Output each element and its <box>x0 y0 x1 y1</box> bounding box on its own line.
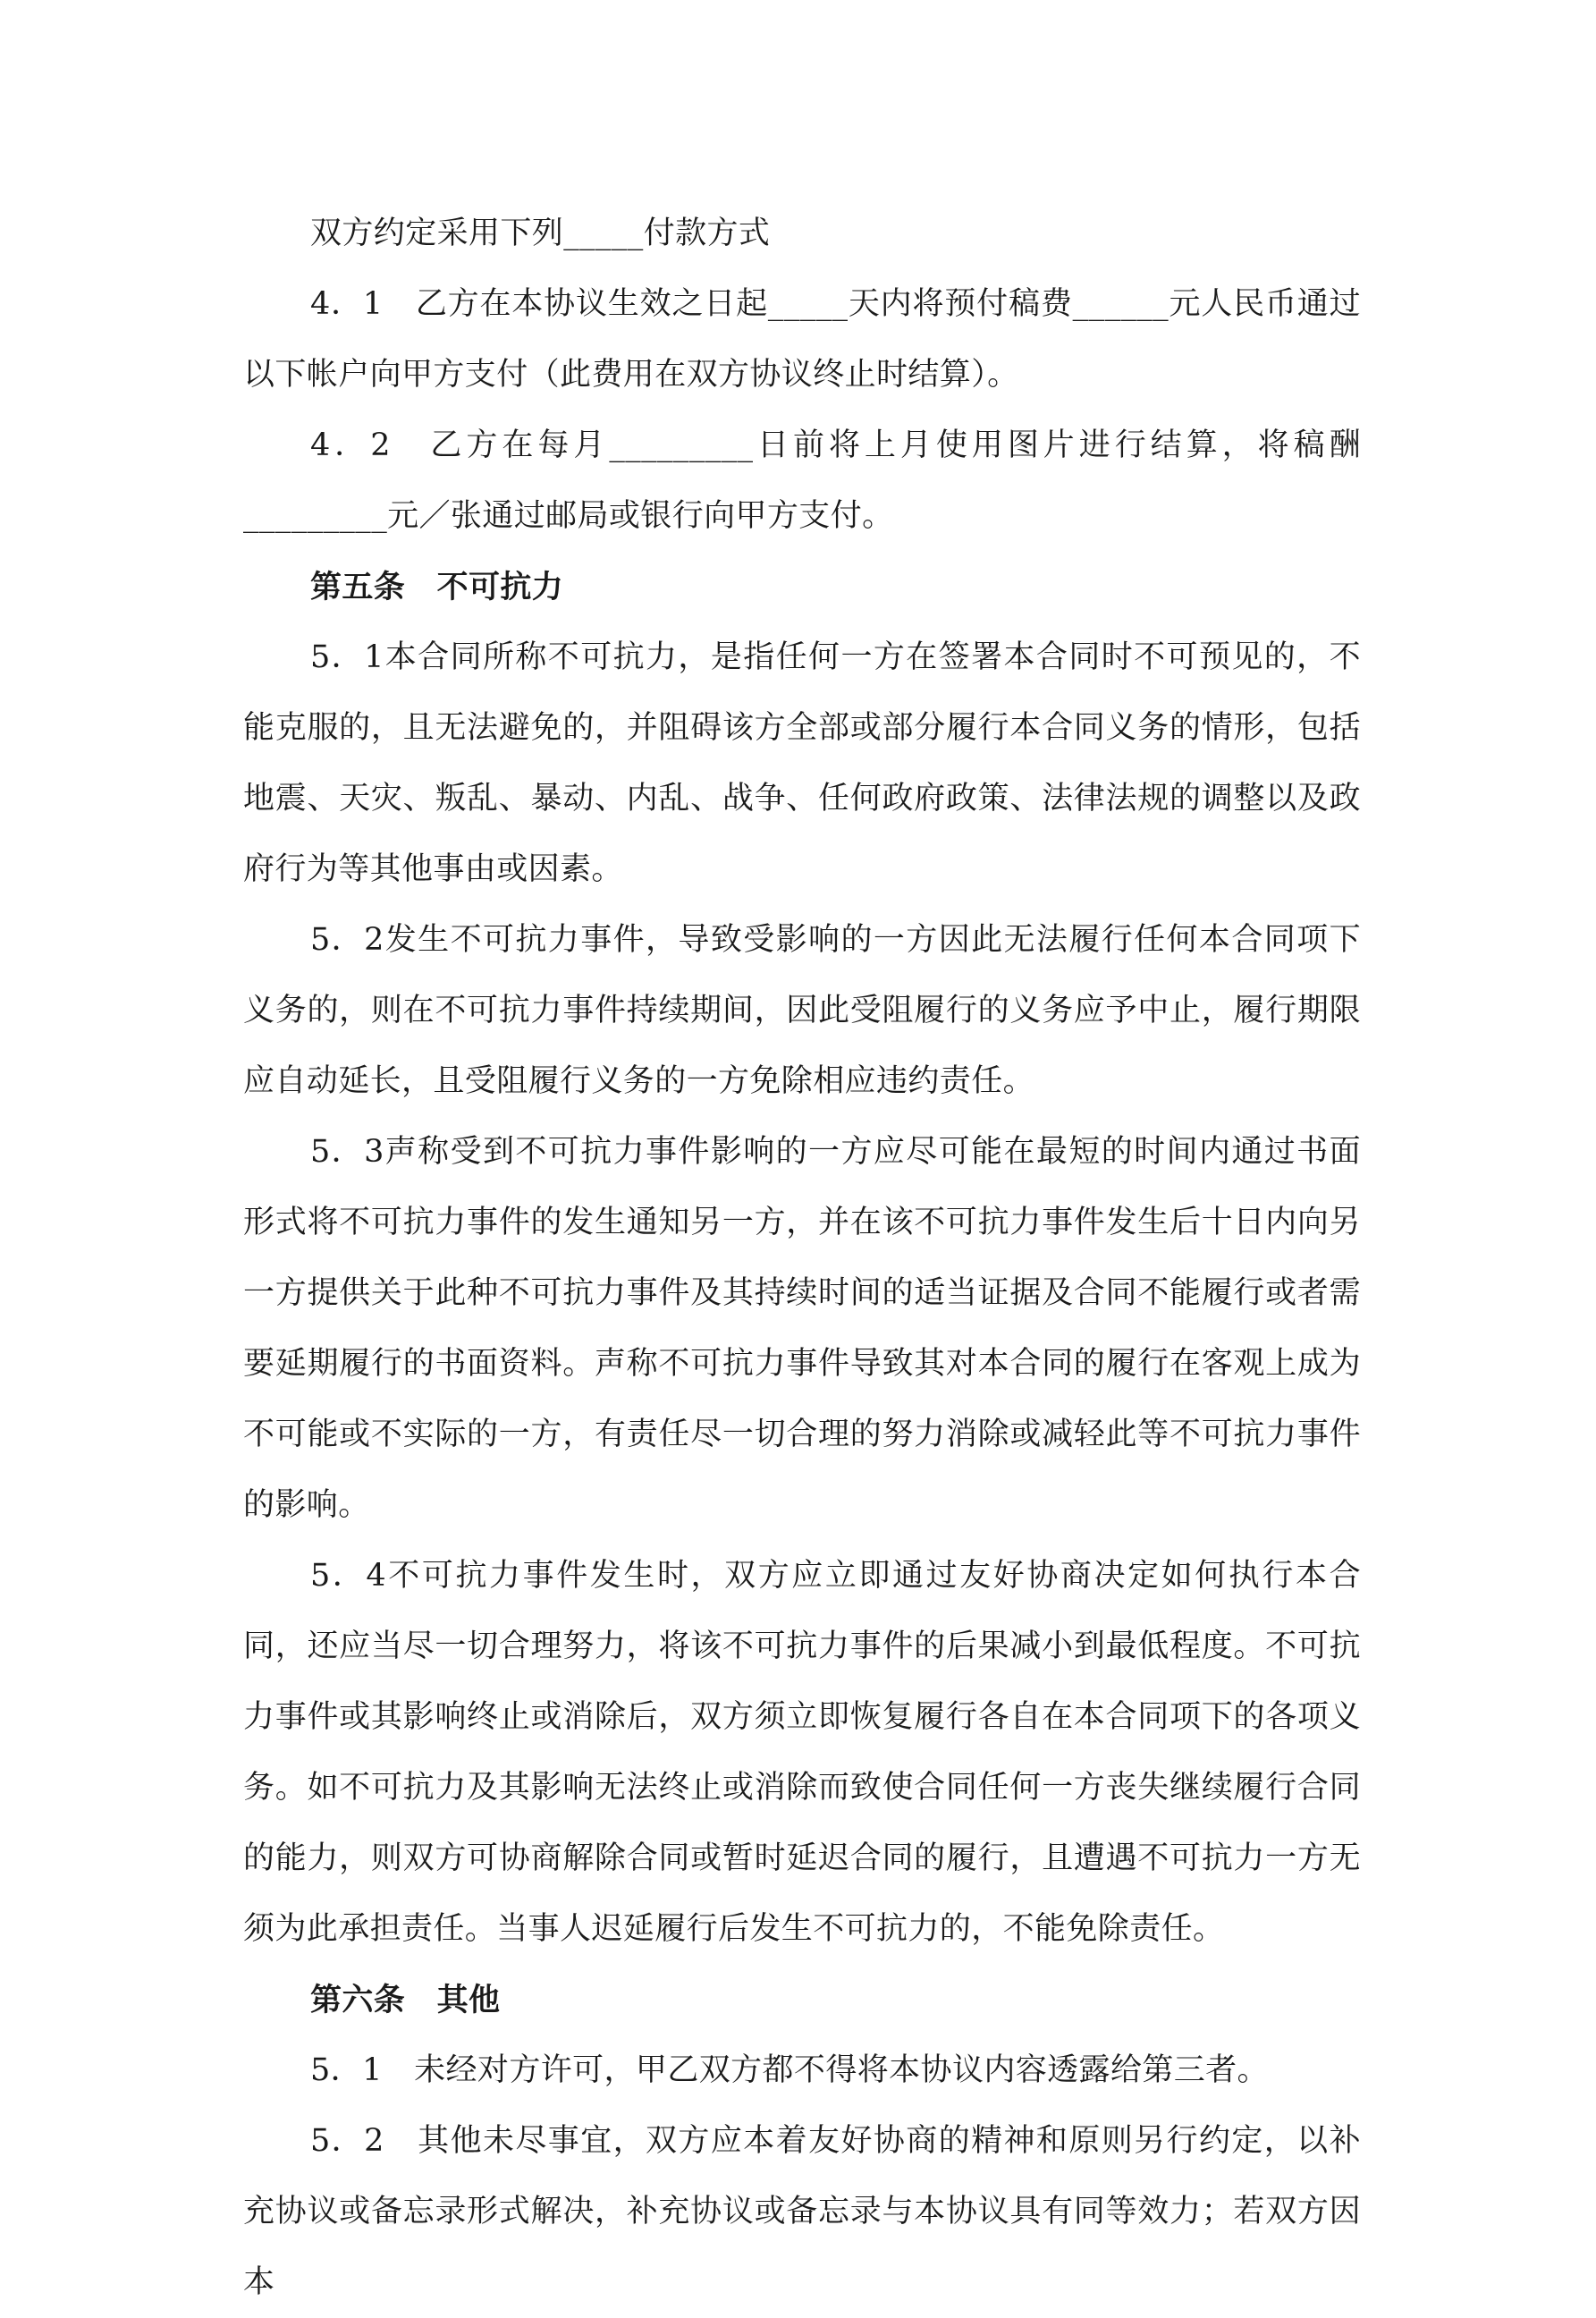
paragraph-other-5-2: 5．2 其他未尽事宜，双方应本着友好协商的精神和原则另行约定，以补充协议或备忘录形式解决，补充协议或备忘录与本协议具有同等效力；若双方因本 <box>243 2123 1361 2300</box>
paragraph-payment-method: 双方约定采用下列_____付款方式 <box>310 216 771 251</box>
section-heading-other: 第六条 其他 <box>310 1982 501 2018</box>
paragraph-5-2: 5．2发生不可抗力事件，导致受影响的一方因此无法履行任何本合同项下义务的，则在不可抗力事件持续期间，因此受阻履行的义务应予中止，履行期限应自动延长，且受阻履行义务的一方免除相应违约责任。 <box>243 922 1361 1099</box>
paragraph-other-5-1: 5．1 未经对方许可，甲乙双方都不得将本协议内容透露给第三者。 <box>310 2052 1269 2088</box>
paragraph-5-1: 5．1本合同所称不可抗力，是指任何一方在签署本合同时不可预见的，不能克服的，且无法避免的，并阻碍该方全部或部分履行本合同义务的情形，包括地震、天灾、叛乱、暴动、内乱、战争、任何政府政策、法律法规的调整以及政府行为等其他事由或因素。 <box>243 639 1361 887</box>
paragraph-5-3: 5．3声称受到不可抗力事件影响的一方应尽可能在最短的时间内通过书面形式将不可抗力事件的发生通知另一方，并在该不可抗力事件发生后十日内向另一方提供关于此种不可抗力事件及其持续时间的适当证据及合同不能履行或者需要延期履行的书面资料。声称不可抗力事件导致其对本合同的履行在客观上成为不可能或不实际的一方，有责任尽一切合理的努力消除或减轻此等不可抗力事件的影响。 <box>243 1134 1361 1523</box>
section-heading-force-majeure: 第五条 不可抗力 <box>310 569 564 605</box>
paragraph-5-4: 5．4不可抗力事件发生时，双方应立即通过友好协商决定如何执行本合同，还应当尽一切合理努力，将该不可抗力事件的后果减小到最低程度。不可抗力事件或其影响终止或消除后，双方须立即恢复履行各自在本合同项下的各项义务。如不可抗力及其影响无法终止或消除而致使合同任何一方丧失继续履行合同的能力，则双方可协商解除合同或暂时延迟合同的履行，且遭遇不可抗力一方无须为此承担责任。当事人迟延履行后发生不可抗力的，不能免除责任。 <box>243 1558 1361 1947</box>
paragraph-4-1: 4．1 乙方在本协议生效之日起_____天内将预付稿费______元人民币通过以下帐户向甲方支付（此费用在双方协议终止时结算）。 <box>243 286 1361 393</box>
document-page <box>243 199 1361 2318</box>
paragraph-4-2: 4．2 乙方在每月_________日前将上月使用图片进行结算，将稿酬_________元／张通过邮局或银行向甲方支付。 <box>243 427 1361 534</box>
